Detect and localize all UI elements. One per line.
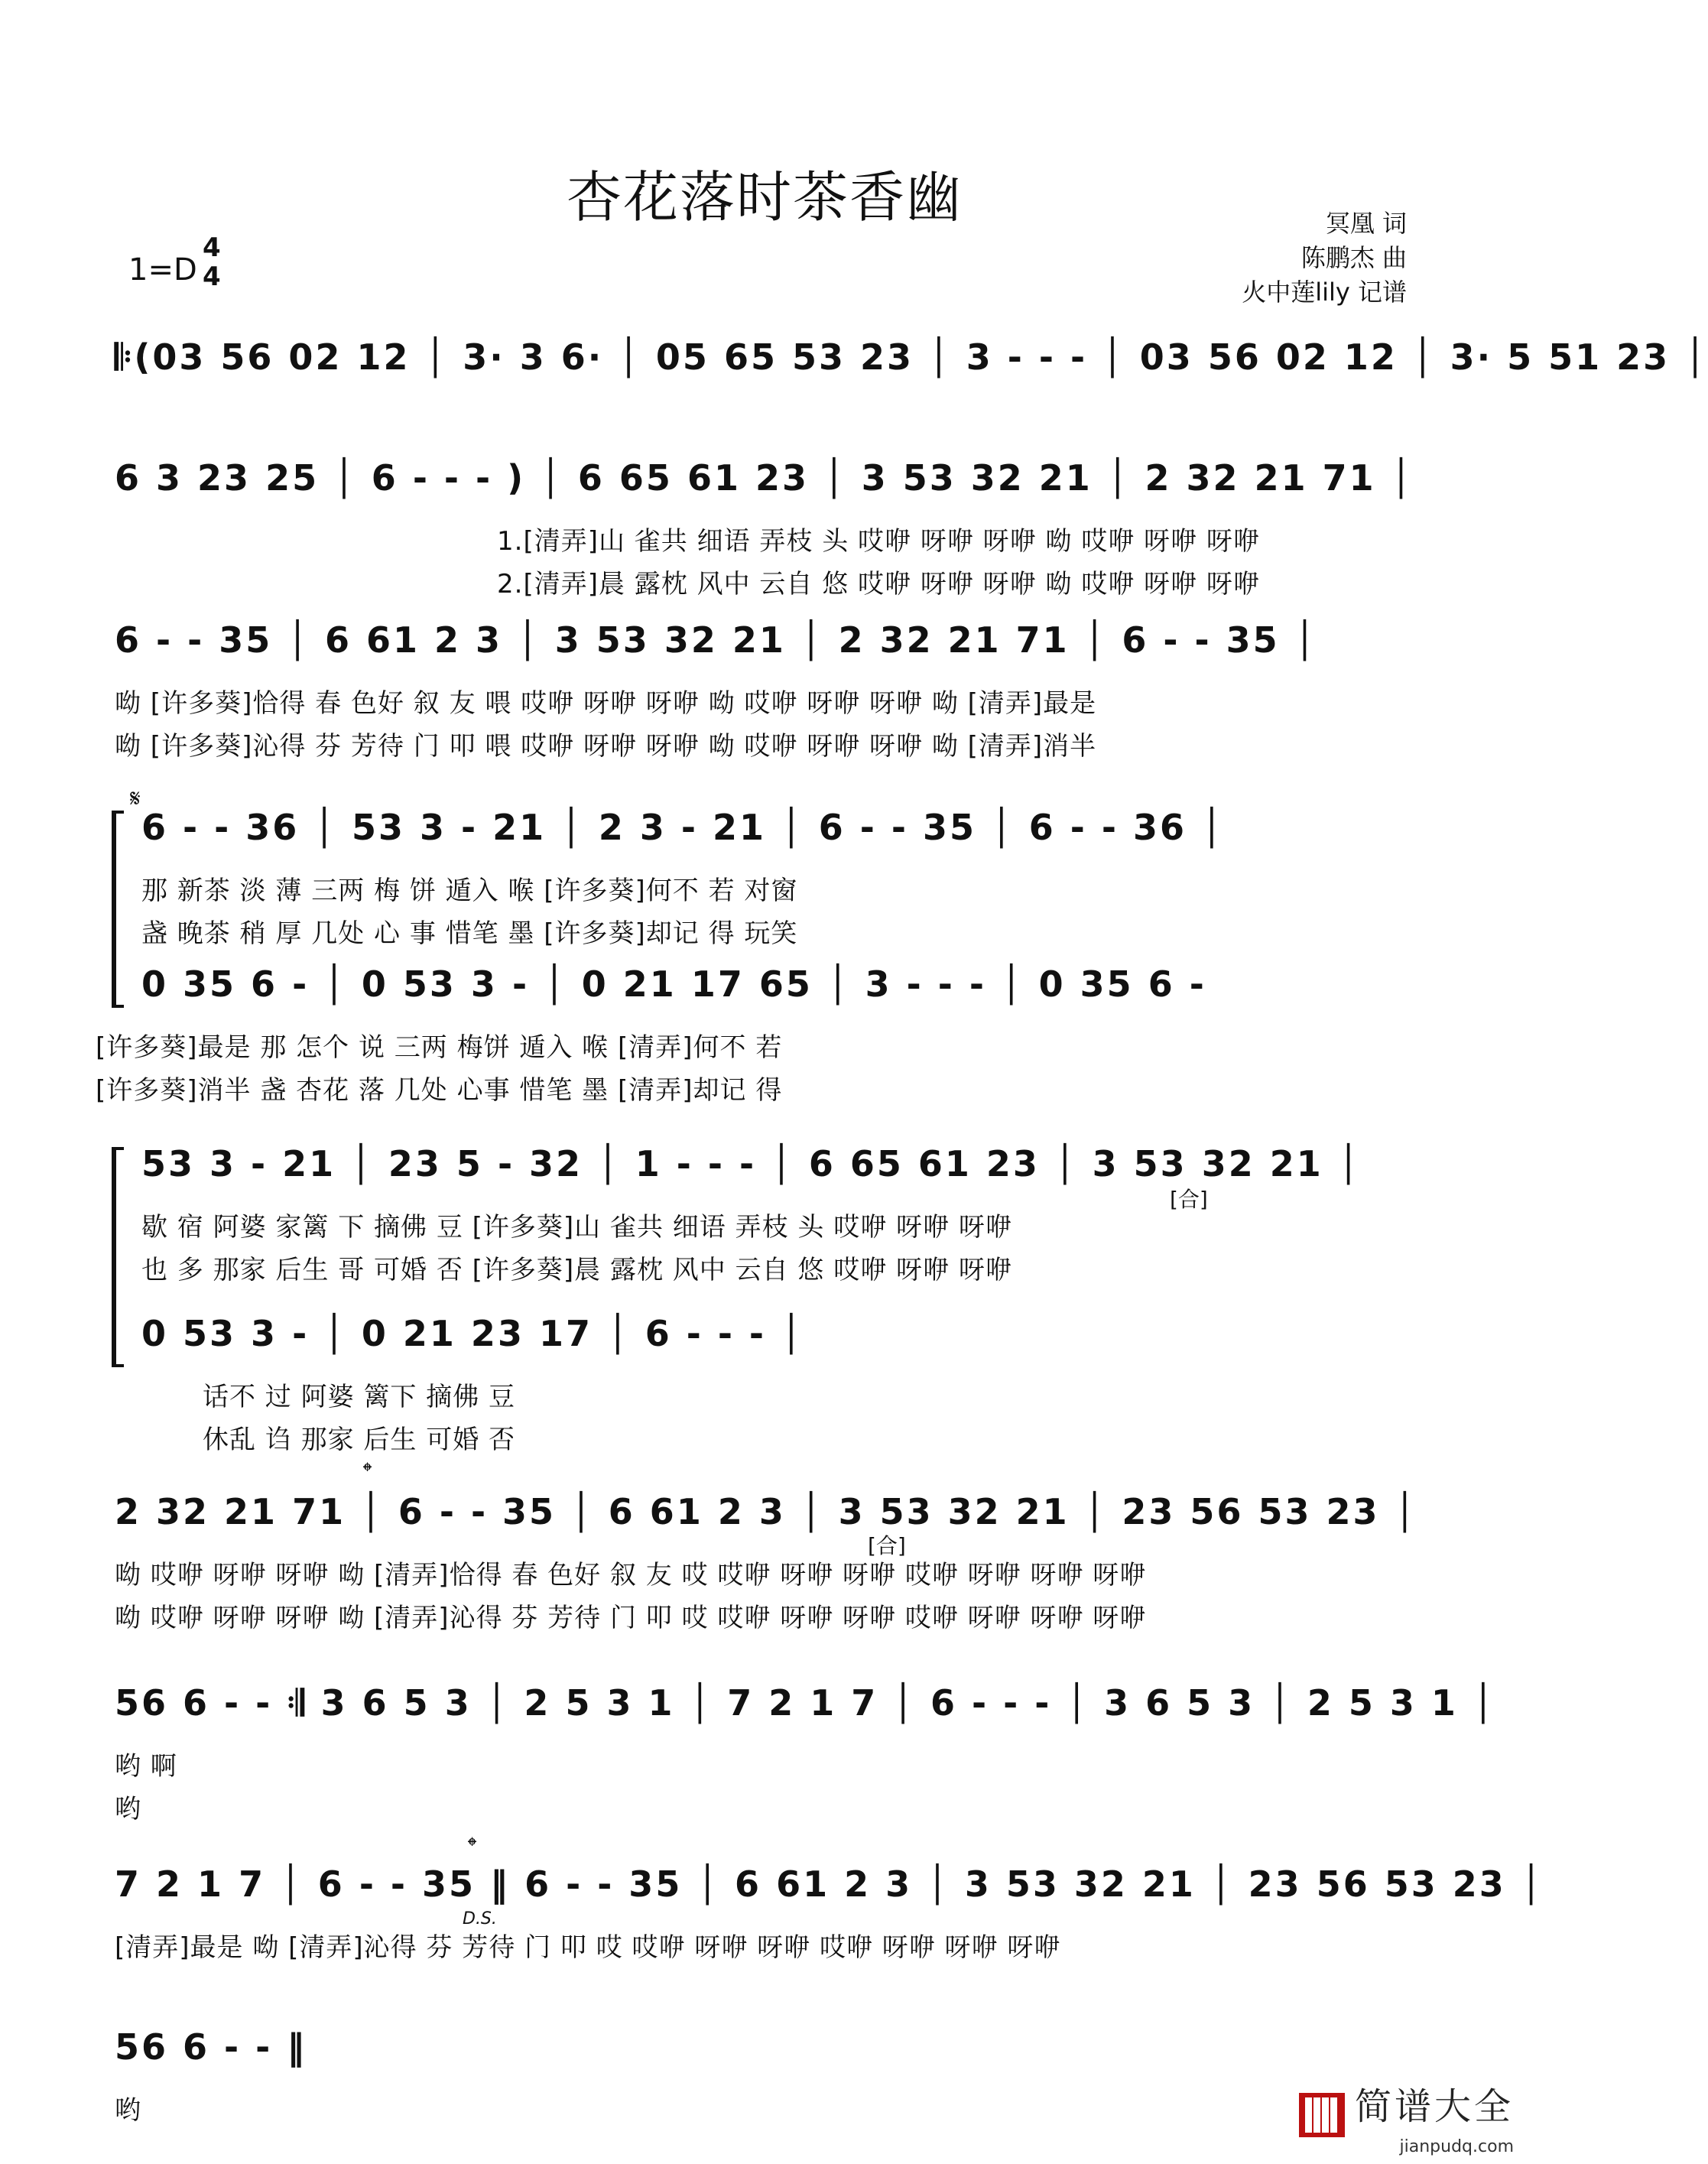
notation-line: 6 - - 36 │ 53 3 - 21 │ 2 3 - 21 │ 6 - - 35 │ 6 - - 36 │ xyxy=(141,807,1225,848)
notation-line: 0 53 3 - │ 0 21 23 17 │ 6 - - - │ xyxy=(141,1313,804,1354)
lyric-line-1: 哟 啊 xyxy=(115,1751,177,1782)
lyric-verse-2: 呦 [许多葵]沁得 芬 芳待 门 叩 喂 哎咿 呀咿 呀咿 呦 哎咿 呀咿 呀咿 呦 [清弄]消半 xyxy=(115,731,1097,762)
page-title: 杏花落时茶香幽 xyxy=(566,165,963,229)
lyric-line-1: 哟 xyxy=(115,2095,141,2126)
transcriber: 火中莲lily 记谱 xyxy=(1242,278,1407,307)
lyric-verse-2: 呦 哎咿 呀咿 呀咿 呦 [清弄]沁得 芬 芳待 门 叩 哎 哎咿 呀咿 呀咿 哎咿 呀咿 呀咿 呀咿 xyxy=(115,1603,1147,1633)
notation-line: 0 35 6 - │ 0 53 3 - │ 0 21 17 65 │ 3 - - - │ 0 35 6 - xyxy=(141,963,1206,1005)
notation-line: 7 2 1 7 │ 6 - - 35 ‖ 6 - - 35 │ 6 61 2 3 │ 3 53 32 21 │ 23 56 53 23 │ xyxy=(115,1863,1544,1905)
notation-line: 2 32 21 71 │ 6 - - 35 │ 6 61 2 3 │ 3 53 32 21 │ 23 56 53 23 │ xyxy=(115,1491,1418,1532)
notation-line: 53 3 - 21 │ 23 5 - 32 │ 1 - - - │ 6 65 61 23 │ 3 53 32 21 │ xyxy=(141,1143,1362,1184)
coda-icon: 𝄌 xyxy=(363,1457,372,1486)
system-bracket xyxy=(112,811,124,1008)
harmony-annotation: [合] xyxy=(868,1533,906,1558)
harmony-annotation: [合] xyxy=(1170,1187,1208,1212)
notation-line: 6 - - 35 │ 6 61 2 3 │ 3 53 32 21 │ 2 32 21 71 │ 6 - - 35 │ xyxy=(115,619,1318,661)
lyric-verse-2: 也 多 那家 后生 哥 可婚 否 [许多葵]晨 露枕 风中 云自 悠 哎咿 呀咿 呀咿 xyxy=(141,1255,1012,1285)
lyric-verse-1: 呦 哎咿 呀咿 呀咿 呦 [清弄]恰得 春 色好 叙 友 哎 哎咿 呀咿 呀咿 哎咿 呀咿 呀咿 呀咿 xyxy=(115,1560,1147,1591)
lyric-verse-2: 盏 晚茶 稍 厚 几处 心 事 惜笔 墨 [许多葵]却记 得 玩笑 xyxy=(141,918,798,949)
lyric-verse-1: 歇 宿 阿婆 家篱 下 摘佛 豆 [许多葵]山 雀共 细语 弄枝 头 哎咿 呀咿 呀咿 xyxy=(141,1212,1012,1243)
piano-logo-icon xyxy=(1299,2093,1345,2137)
time-signature-top: 4 xyxy=(203,232,221,263)
credits xyxy=(1242,206,1407,310)
segno-icon: 𝄋 xyxy=(130,784,141,813)
lyric-verse-2: [许多葵]消半 盏 杏花 落 几处 心事 惜笔 墨 [清弄]却记 得 xyxy=(96,1075,783,1106)
ds-marking: D.S. xyxy=(463,1909,497,1928)
system-bracket xyxy=(112,1147,124,1367)
lyric-line-2: 哟 xyxy=(115,1794,141,1824)
notation-line: 6 3 23 25 │ 6 - - - ) │ 6 65 61 23 │ 3 53 32 21 │ 2 32 21 71 │ xyxy=(115,457,1414,499)
composer: 陈鹏杰 曲 xyxy=(1300,243,1407,272)
lyric-verse-1: 呦 [许多葵]恰得 春 色好 叙 友 喂 哎咿 呀咿 呀咿 呦 哎咿 呀咿 呀咿 呦 [清弄]最是 xyxy=(115,688,1097,719)
notation-line: 56 6 - - ‖ xyxy=(115,2026,307,2068)
lyric-verse-2: 休乱 诌 那家 后生 可婚 否 xyxy=(203,1425,516,1455)
lyric-verse-1: 那 新茶 淡 薄 三两 梅 饼 遁入 喉 [许多葵]何不 若 对窗 xyxy=(141,876,798,906)
site-watermark xyxy=(1299,2077,1514,2157)
coda-icon: 𝄌 xyxy=(468,1831,477,1860)
time-signature xyxy=(203,233,221,291)
lyric-verse-2: 2.[清弄]晨 露枕 风中 云自 悠 哎咿 呀咿 呀咿 呦 哎咿 呀咿 呀咿 xyxy=(497,569,1260,599)
time-signature-bottom: 4 xyxy=(203,262,221,292)
lyric-verse-1: 话不 过 阿婆 篱下 摘佛 豆 xyxy=(203,1382,516,1412)
lyricist: 冥凰 词 xyxy=(1325,209,1407,238)
lyric-verse-1: 1.[清弄]山 雀共 细语 弄枝 头 哎咿 呀咿 呀咿 呦 哎咿 呀咿 呀咿 xyxy=(497,526,1260,557)
notation-line: 56 6 - - 𝄇 3 6 5 3 │ 2 5 3 1 │ 7 2 1 7 │ 6 - - - │ 3 6 5 3 │ 2 5 3 1 │ xyxy=(115,1682,1496,1724)
site-name: 简谱大全 xyxy=(1354,2084,1514,2128)
notation-line: 𝄆(03 56 02 12 │ 3· 3 6· │ 05 65 53 23 │ 3 - - - │ 03 56 02 12 │ 3· 5 51 23 │ xyxy=(115,336,1708,378)
lyric-verse-1: [许多葵]最是 那 怎个 说 三两 梅饼 遁入 喉 [清弄]何不 若 xyxy=(96,1032,783,1063)
key-signature: 1=D xyxy=(128,252,197,288)
lyric-line-1: [清弄]最是 呦 [清弄]沁得 芬 芳待 门 叩 哎 哎咿 呀咿 呀咿 哎咿 呀咿 呀咿 呀咿 xyxy=(115,1932,1061,1963)
site-url: jianpudq.com xyxy=(1399,2137,1514,2156)
